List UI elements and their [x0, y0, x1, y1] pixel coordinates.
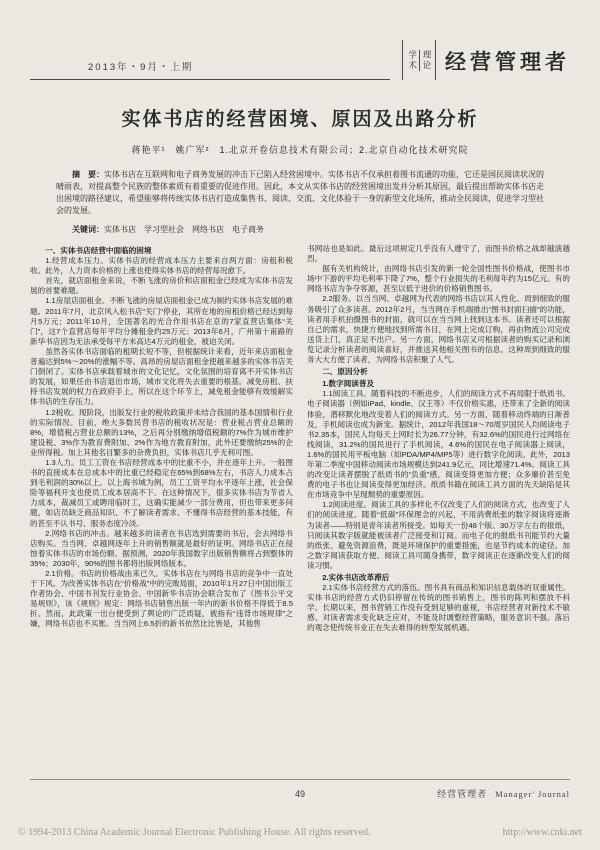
body-columns — [30, 244, 570, 764]
page-header — [30, 38, 570, 80]
body-paragraph: 据有关机构统计，由网络书店引发的新一轮全国性图书价格战，使图书市场中下游的平均毛利率下降了7%，整个行业损失的毛利每年约为15亿元。有的网络书店为争夺客源，甚至以低于进价的价格销售图书。 — [307, 264, 570, 294]
body-paragraph: 2.2服务。以当当网、卓越网为代表的网络书店以其人性化、周到细致的服务吸引了众多读者。2012年2月，当当网在手机端推出“图书封面扫描”的功能，读者用手机拍摄图书的封面，就可以在当当网上找到这本书。读者还可以根据自己的需求，快捷方便地找到所需书目，在网上完成订购，再由物流公司完成送货上门，真正足不出户。另一方面，网络书店又可根据读者的购买记录和浏览记录分析读者的阅读喜好，并推送其他相关图书的信息。这种周到细致的服务大大方便了读者，为网络书店积聚了人气。 — [307, 294, 570, 365]
body-paragraph: 书网站也是如此。最后这项规定几乎没有人遵守了，而图书价格之战却越演越烈。 — [307, 244, 570, 264]
footer-journal-en: Manager' Journal — [495, 789, 570, 799]
keywords — [30, 224, 570, 235]
body-paragraph: 1.3人力。员工工资在书店经营成本中的比重不小，并在逐年上升。一般图书的直接成本在总成本中的比重已经稳定在65%到68%左右，书店人力成本占到毛利润的30%以上。以上海书城为例，员工工资平均水平逐年上涨，社会保险等福利开支也使员工成本居高不下。在这种情况下，很多实体书店为节省人力成本，裁减员工或聘用临时工，这确实能减少一部分费用，但也带来更多问题，如店员缺乏商品知识、不了解读者需求、不懂得书店经营的基本技能，有的甚至不认书号、服务态度冷淡。 — [30, 457, 293, 528]
category-label-part1: 学术 — [407, 49, 418, 71]
issue-date: 2013年・9月・上期 — [88, 62, 194, 73]
abstract-label: 摘 要： — [72, 170, 104, 179]
body-paragraph: 1.经营成本压力。实体书店的经营成本压力主要来自两方面：房租和税收。此外，人力资本价格的上涨也使得实体书店的经营每况愈下。 — [30, 256, 293, 276]
abstract — [30, 169, 570, 217]
footer-journal-cn: 经营管理者 — [437, 789, 488, 799]
body-paragraph: 1.1阅读工具。随着科技的不断进步，人们的阅读方式不再局限于纸质书。电子阅读器（例如iPad、kindle、汉王等）不仅价格实惠，还带来了全新的阅读体验，潜移默化地改变着人们的阅读方式。另一方面，随着移动终端的日渐普及，手机阅读也成为新宠。据统计，2012年我国18～70周岁国民人均阅读电子书2.35本，国民人均每天上网时长为26.77分钟，有32.6%的国民进行过网络在线阅读，31.2%的国民进行了手机阅读，4.6%的国民在电子阅读器上阅读，1.6%的国民用平板电脑（如PDA/MP4/MP5等）进行数字化阅读。此外，2013年第二季度中国移动阅读市场规模达到241.9亿元，同比增速71.4%。阅读工具的改变让读者摆脱了纸质书的“负重”感，阅读变得更加方便；众多廉价甚至免费的电子书也让阅读变得更加经济。纸质书籍在阅读工具方面的先天缺陷是其在市场竞争中呈现颓势的重要原因。 — [307, 389, 570, 500]
body-column-left — [30, 244, 293, 764]
issue-rule — [30, 38, 390, 80]
section-heading: 一、实体书店经营中面临的困境 — [45, 246, 152, 255]
article-title: 实体书店的经营困境、原因及出路分析 — [121, 109, 479, 130]
keywords-text: 实体书店 学习型社会 网络书店 电子商务 — [104, 225, 264, 234]
body-paragraph: 2.1价格。书店的价格战由来已久。实体书店在与网络书店的竞争中一直处于下风。为改善实体书店在“价格战”中的完败局面，2010年1月27日中国出版工作者协会、中国书刊发行业协会、中国新华书店协会联合发布了《图书公平交易规则》，该《规则》规定：网络书店销售出版一年内的新书价格不得低于8.5折。然而，此政策一出台便受到了舆论的广泛质疑，被指有“违背市场规律”之嫌，网络书店也不买账。当当网上6.5折的新书依然比比皆是，其他售 — [30, 569, 293, 629]
section-heading: 1.数字阅读普及 — [322, 379, 375, 389]
copyright-text: © 1994-2013 China Academic Journal Electronic Publishing House. All rights reserved. — [18, 827, 371, 838]
body-paragraph: 1.1房屋店面租金。不断飞涨的房屋店面租金已成为制约实体书店发展的难题。2011年7月，北京风入松书店“关门”停业，其所在地的房租价格已经达到每月5万元；2011年10月，全国著名的光合作用书店在京的7家直营店集体“关门”，这7个直营店每年平均分摊租金约25万元；2013年6月，广州第十甫路的新华书店因为无法承受每平方米高达4万元的租金，被迫关闭。 — [30, 296, 293, 346]
page-number: 49 — [294, 789, 305, 799]
section-heading: 2.实体书店改革滞后 — [322, 573, 390, 582]
body-paragraph: 虽然各实体书店面临的租期长短不等，但根据统计来看，近年来店面租金普遍达到5%～20%的涨幅不等。高昂的房屋店面租金使越来越多的实体书店关门倒闭了。实体书店承载着城市的文化记忆，文化氛围的培育离不开实体书店的发展，如果任由书店退出市场，城市文化将失去重要的根基。减免房租、扶持书店发展的权力在政府手上，所以在这个环节上，减免租金能够有效缓解实体书店的生存压力。 — [30, 346, 293, 407]
body-paragraph: 2.1实体书店经营方式的落伍。图书具有商品和知识信息载体的双重属性。实体书店的经营方式仍旧停留在传统的图书销售上，图书的陈列和摆放不科学。长期以来，图书营销工作没有受到足够的重视，书店经营者对新技术不敏感、对读者需求变化缺乏应对，不能及时调整经营策略，服务意识不强。落后的观念使传统书业正在失去难得的转型发展机遇。 — [307, 583, 570, 633]
category-label — [402, 40, 436, 80]
abstract-text: 实体书店在互联网和电子商务发展的冲击下已陷入经营困境中。实体书店不仅承担着图书流通的功能，它还是国民阅读状况的晴雨表，对提高整个民族的整体素质有着重要的促进作用。因此，本文从实体书店的经营困境出发并分析其原因，最后提出帮助实体书店走出困境的路径建议，希望能够将传统实体书店打造成集售书、阅读、交流、文化体验于一身的新型文化场所，推动全民阅读，促进学习型社会的发展。 — [56, 170, 544, 215]
cnki-footer — [18, 827, 582, 838]
page-footer — [30, 779, 570, 800]
body-paragraph: 1.2税收。现阶段，出版发行业的税收政策并未结合我国的基本国情和行业的实际情况。目前，绝大多数民营书店的税收状况是：营业税占营业总额的8%，增值税占营业总额的13%，之后再分别缴纳增值税额的7%作为城市维护建设税、3%作为教育费附加、2%作为地方教育附加，此外还要缴纳25%的企业所得税。加上其他名目繁多的杂费负担，实体书店几乎无利可图。 — [30, 407, 293, 457]
cnki-url: http://www.cnki.net — [502, 827, 582, 838]
footer-journal — [320, 787, 570, 800]
section-heading: 二、原因分析 — [322, 367, 368, 377]
body-paragraph: 1.2阅读进度。阅读工具的多样化不仅改变了人们的阅读方式，也改变了人们的阅读进度。随着“低碳”环保理念的兴起，不用消费纸张的数字阅读将逐渐为读者——特别是青年读者所接受。如每天一份48个版、30万字左右的报纸，只阅读其数字版就能被读者广泛接受和订阅。而电子化的报纸书刊能节约大量的纸张、避免资源浪费，既是环境保护的重要措施，也是节约成本的途径。加之数字阅读获取方便、阅读工具可随身携带，数字阅读正在逐渐改变人们的阅读习惯。 — [307, 500, 570, 570]
body-column-right — [307, 244, 570, 764]
body-paragraph: 首先，就店面租金来说，不断飞涨的房价和店面租金已经成为实体书店发展的首要难题。 — [30, 276, 293, 296]
journal-name: 经营管理者 — [445, 50, 570, 74]
keywords-label: 关键词： — [72, 225, 104, 234]
category-label-part2: 理论 — [419, 50, 433, 71]
authors-line: 蒋艳平¹ 姚广军² 1.北京开卷信息技术有限公司；2.北京自动化技术研究院 — [131, 145, 469, 155]
body-paragraph: 2.网络书店的冲击。越来越多的读者在书店选到需要的书后，会去网络书店购买。当当网、卓越网逐年上升的销售额就是最好的证明。网络书店正在侵蚀着实体书店的市场份额。据预测，2020年我国数字出版销售额将占到整体的35%；2030年，90%的图书都将出版网络版本。 — [30, 528, 293, 568]
